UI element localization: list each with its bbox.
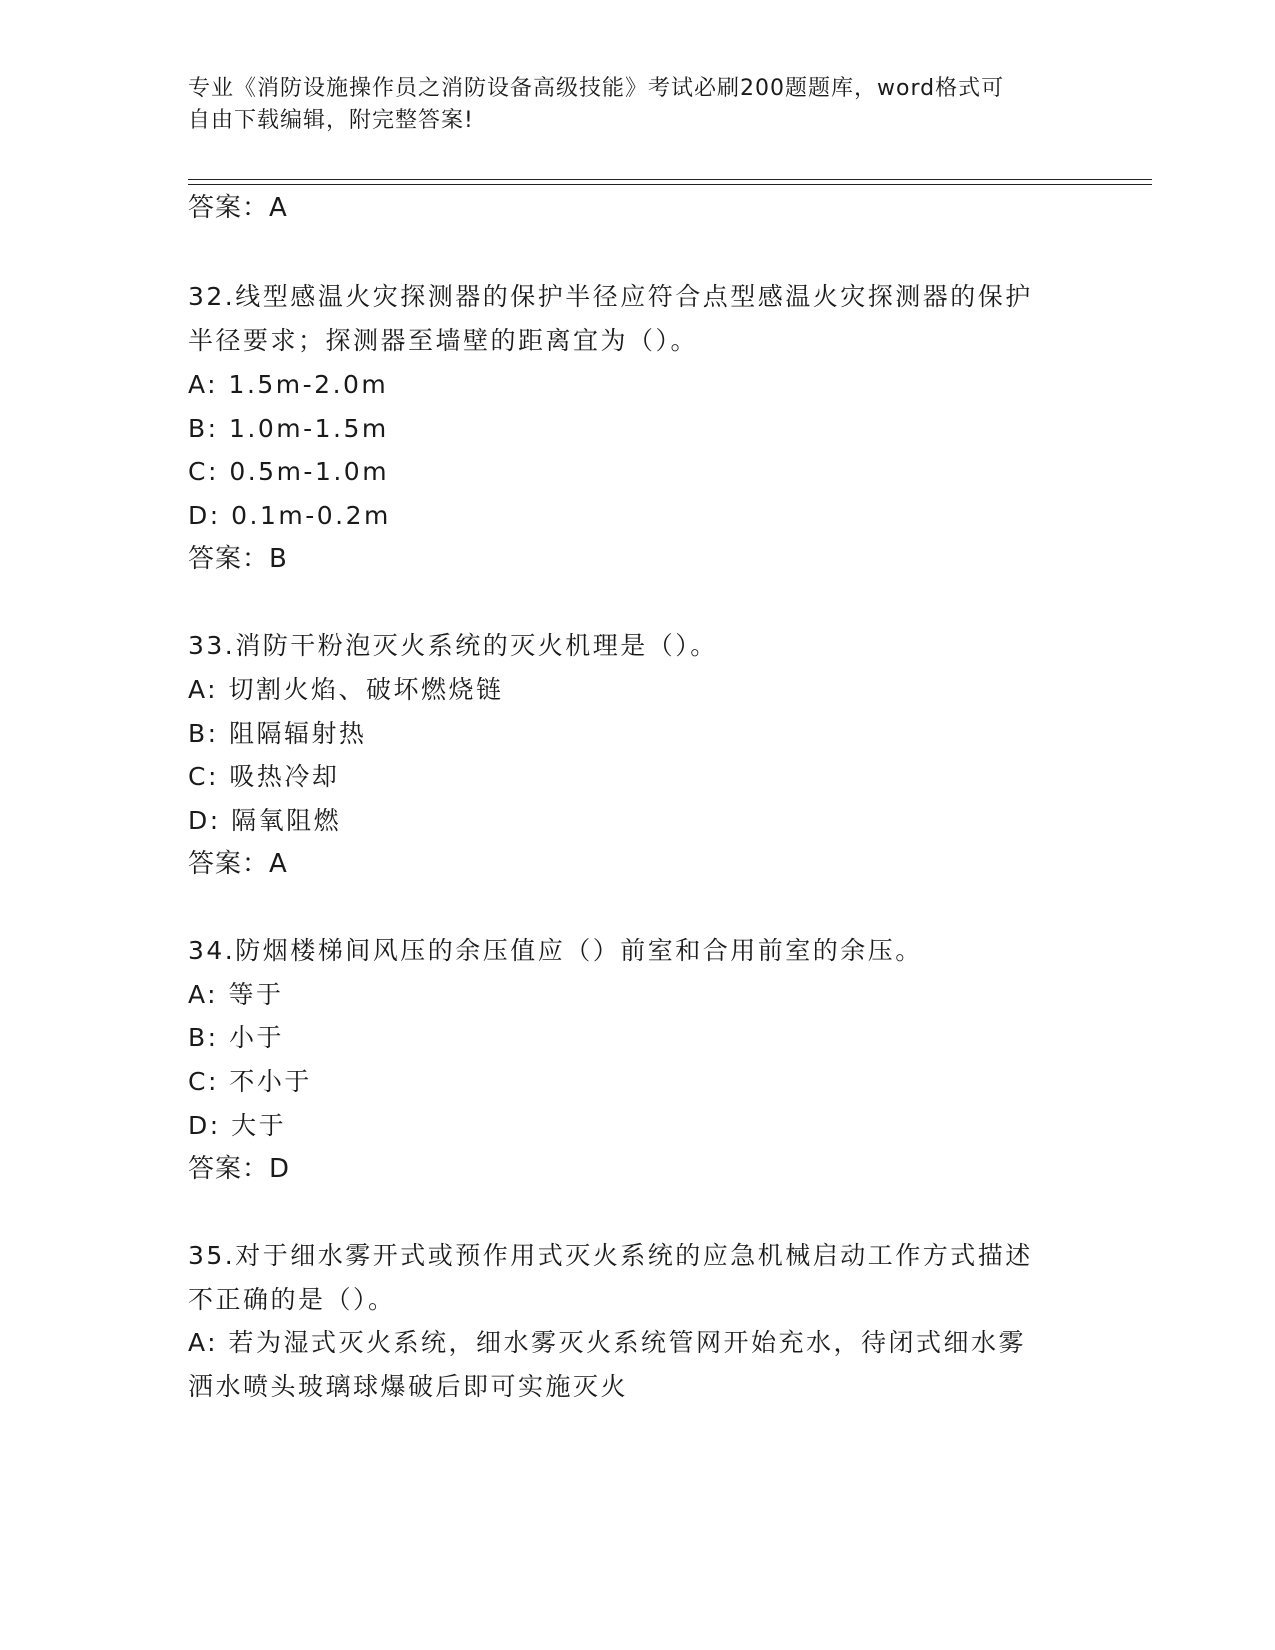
question-33-stem-line-1: 33.消防干粉泡灭火系统的灭火机理是（）。	[188, 631, 718, 660]
question-34-option-d: D: 大于	[188, 1111, 287, 1140]
question-34-answer: 答案：D	[188, 1154, 291, 1184]
question-32-option-a: A: 1.5m-2.0m	[188, 370, 389, 399]
question-35-option-a-line-2: 洒水喷头玻璃球爆破后即可实施灭火	[188, 1372, 629, 1401]
question-35-stem-line-1: 35.对于细水雾开式或预作用式灭火系统的应急机械启动工作方式描述	[188, 1241, 1033, 1270]
header-line-1: 专业《消防设施操作员之消防设备高级技能》考试必刷200题题库，word格式可	[188, 76, 1005, 101]
question-32-answer: 答案：B	[188, 544, 288, 574]
question-34-option-a: A: 等于	[188, 980, 284, 1009]
question-35-stem-line-2: 不正确的是（）。	[188, 1285, 396, 1314]
header-divider-top	[188, 179, 1152, 180]
question-35-option-a-line-1: A: 若为湿式灭火系统，细水雾灭火系统管网开始充水，待闭式细水雾	[188, 1328, 1027, 1357]
question-32-stem-line-2: 半径要求；探测器至墙壁的距离宜为（）。	[188, 326, 699, 355]
question-33-option-d: D: 隔氧阻燃	[188, 806, 342, 835]
question-33-answer: 答案：A	[188, 849, 288, 879]
previous-answer: 答案：A	[188, 193, 288, 223]
question-33-option-b: B: 阻隔辐射热	[188, 719, 367, 748]
question-32-stem-line-1: 32.线型感温火灾探测器的保护半径应符合点型感温火灾探测器的保护	[188, 282, 1033, 311]
question-34-stem-line-1: 34.防烟楼梯间风压的余压值应（）前室和合用前室的余压。	[188, 936, 923, 965]
question-32-option-b: B: 1.0m-1.5m	[188, 414, 389, 443]
header-line-2: 自由下载编辑，附完整答案!	[188, 108, 474, 133]
question-33-option-c: C: 吸热冷却	[188, 762, 340, 791]
question-33-option-a: A: 切割火焰、破坏燃烧链	[188, 675, 504, 704]
document-header	[188, 73, 1068, 137]
question-32-option-d: D: 0.1m-0.2m	[188, 501, 391, 530]
question-34-option-c: C: 不小于	[188, 1067, 312, 1096]
header-divider-bottom	[188, 184, 1152, 185]
question-34-option-b: B: 小于	[188, 1023, 285, 1052]
question-32-option-c: C: 0.5m-1.0m	[188, 457, 390, 486]
